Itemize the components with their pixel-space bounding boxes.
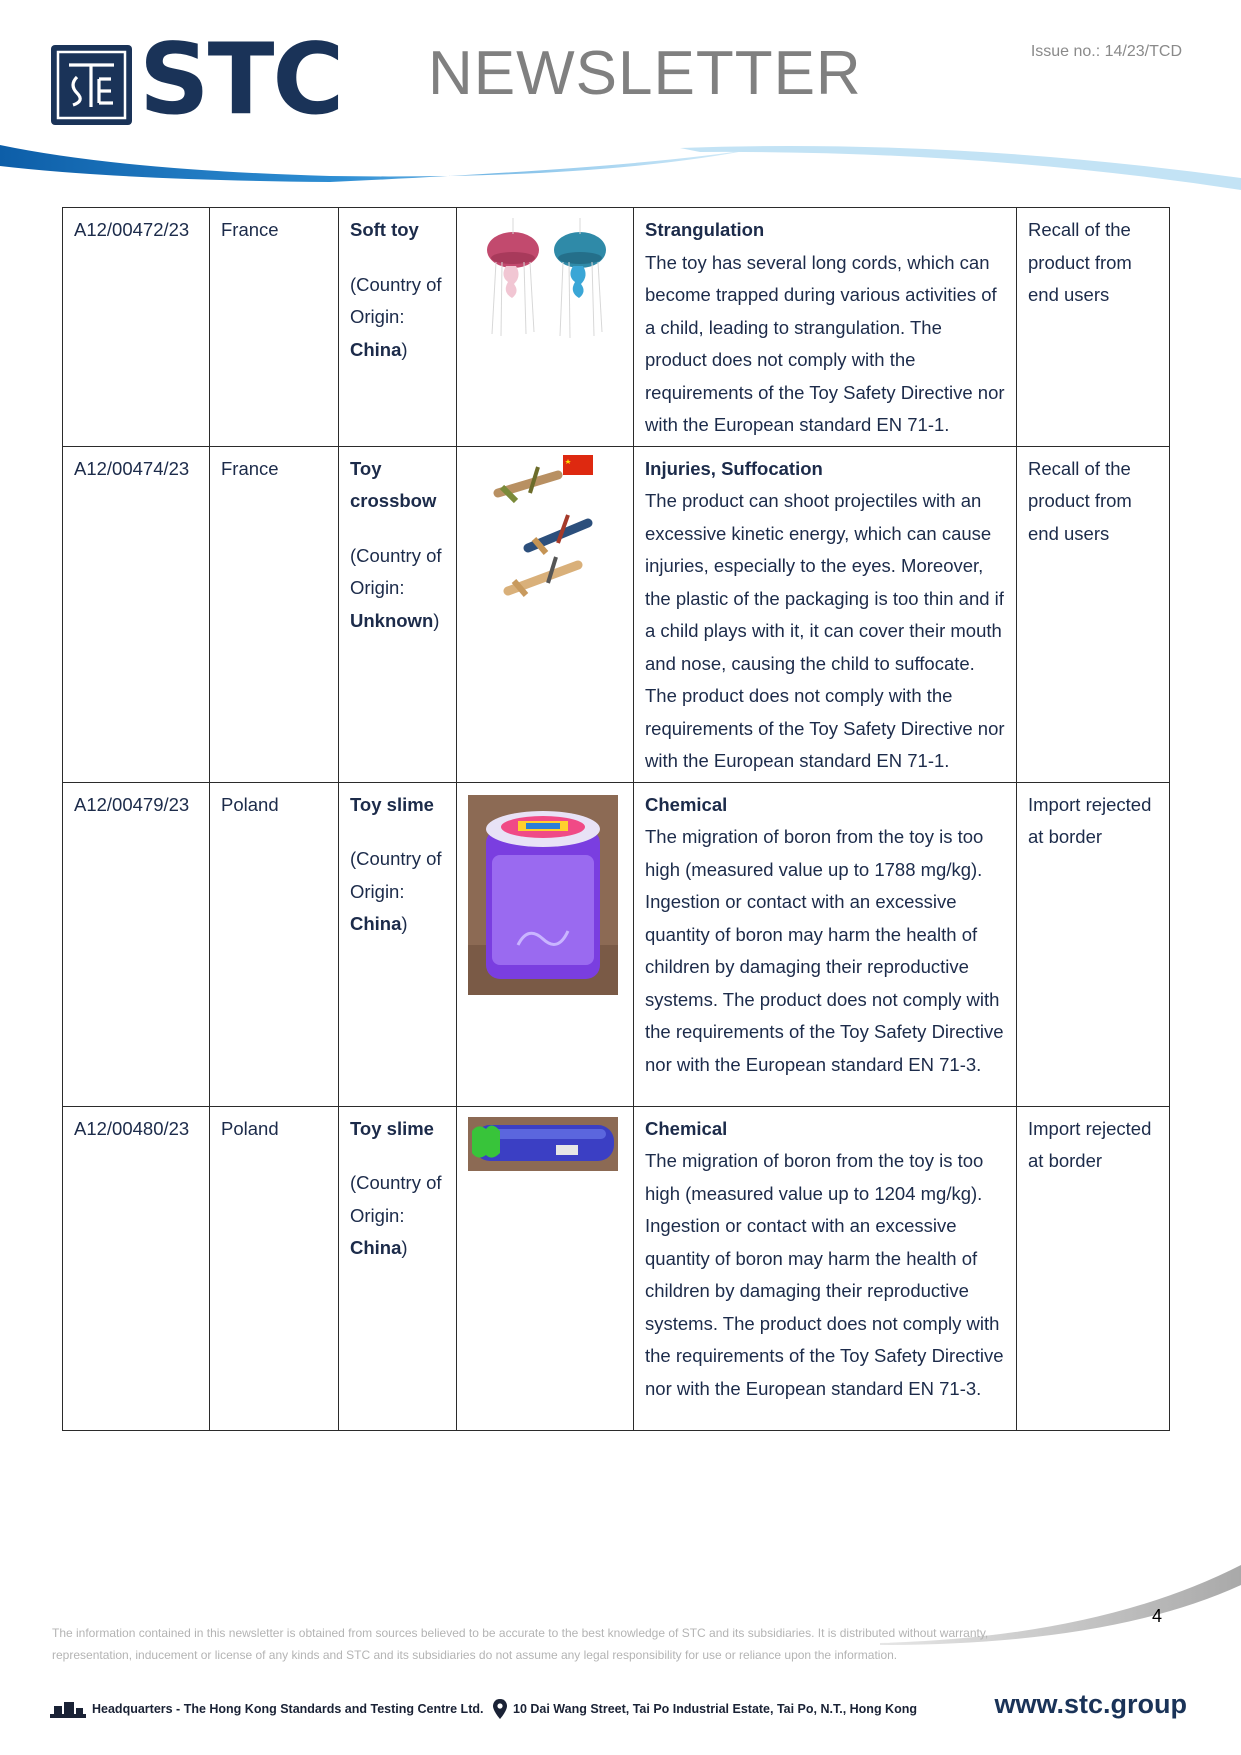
measure-cell: Import rejected at border: [1017, 782, 1170, 1106]
table-row: [63, 782, 1170, 1106]
table-row: [63, 208, 1170, 447]
origin-prefix: (Country of Origin:: [350, 273, 442, 327]
origin-suffix: ): [433, 609, 440, 631]
slime-jar-image: [468, 795, 618, 995]
location-pin-icon: [493, 1699, 507, 1719]
address-text: 10 Dai Wang Street, Tai Po Industrial Estate, Tai Po, N.T., Hong Kong: [513, 1702, 917, 1716]
product-cell: [339, 446, 457, 782]
product-image-cell: [457, 782, 634, 1106]
risk-description: The migration of boron from the toy is too high (measured value up to 1204 mg/kg). Ingestion or contact with an excessive quantity of boron may harm the health of children by damaging their reproductive systems. The product does not comply with the requirements of the Toy Safety Directive nor with the European standard EN 71-3.: [645, 1150, 1004, 1399]
origin-prefix: (Country of Origin:: [350, 848, 442, 902]
rapex-notification-table: [62, 207, 1170, 1431]
stc-logo: [51, 23, 351, 137]
headquarters-text: Headquarters - The Hong Kong Standards and Testing Centre Ltd.: [92, 1702, 484, 1716]
risk-description: The product can shoot projectiles with an excessive kinetic energy, which can cause injuries, especially to the eyes. Moreover, the plastic of the packaging is too thin and if a child plays with it, it can cover their mouth and nose, causing the child to suffocate. The product does not comply with the requirements of the Toy Safety Directive nor with the European standard EN 71-1.: [645, 490, 1005, 771]
risk-cell: [634, 208, 1017, 447]
header-swoosh: [0, 140, 1241, 200]
origin-prefix: (Country of Origin:: [350, 1172, 442, 1226]
risk-cell: [634, 446, 1017, 782]
issue-number: Issue no.: 14/23/TCD: [1030, 43, 1182, 60]
reference-cell: A12/00479/23: [63, 782, 210, 1106]
origin-suffix: ): [401, 913, 408, 934]
country-cell: Poland: [210, 782, 339, 1106]
country-cell: France: [210, 446, 339, 782]
reference-cell: A12/00480/23: [63, 1106, 210, 1430]
origin-country: China: [350, 338, 402, 360]
country-cell: Poland: [210, 1106, 339, 1430]
jellyfish-soft-toys-image: [468, 214, 618, 344]
toy-crossbow-image: [468, 453, 618, 603]
website-link[interactable]: www.stc.group: [994, 1689, 1187, 1719]
product-cell: [339, 1106, 457, 1430]
product-name: Toy slime: [350, 793, 434, 815]
measure-cell: Recall of the product from end users: [1017, 446, 1170, 782]
risk-cell: [634, 1106, 1017, 1430]
origin-country: China: [350, 1237, 402, 1258]
product-name: Toy crossbow: [350, 457, 437, 511]
headquarters-line: [50, 1697, 483, 1721]
country-cell: France: [210, 208, 339, 447]
product-image-cell: [457, 446, 634, 782]
address-line: [493, 1697, 917, 1721]
product-name: Toy slime: [350, 1117, 434, 1139]
reference-cell: A12/00472/23: [63, 208, 210, 447]
building-icon: [50, 1700, 86, 1718]
risk-title: Chemical: [645, 793, 728, 815]
origin-suffix: ): [401, 1237, 408, 1258]
risk-description: The toy has several long cords, which can become trapped during various activities of a child, leading to strangulation. The product does not comply with the requirements of the Toy Safety Directive nor with the European standard EN 71-1.: [645, 251, 1005, 435]
product-name: Soft toy: [350, 219, 419, 240]
origin-country: China: [350, 913, 402, 934]
origin-country: Unknown: [350, 609, 434, 631]
logo-wordmark: STC: [139, 23, 343, 137]
product-cell: [339, 208, 457, 447]
slime-tube-image: [468, 1117, 618, 1171]
disclaimer-text: The information contained in this newsletter is obtained from sources believed to be accurate to the best knowledge of STC and its subsidiaries. It is distributed without warranty, representation, inducement or license of any kinds and STC and its subsidiaries do not assume any legal responsibility for use or reliance upon the information.: [52, 1626, 989, 1662]
product-image-cell: [457, 1106, 634, 1430]
origin-prefix: (Country of Origin:: [350, 544, 442, 598]
risk-title: Injuries, Suffocation: [645, 457, 823, 479]
page-number: 4: [1152, 1606, 1163, 1626]
product-image-cell: [457, 208, 634, 447]
reference-cell: A12/00474/23: [63, 446, 210, 782]
newsletter-title: NEWSLETTER: [428, 39, 862, 108]
risk-title: Chemical: [645, 1117, 728, 1139]
risk-description: The migration of boron from the toy is too high (measured value up to 1788 mg/kg). Ingestion or contact with an excessive quantity of boron may harm the health of children by damaging their reproductive systems. The product does not comply with the requirements of the Toy Safety Directive nor with the European standard EN 71-3.: [645, 826, 1004, 1075]
risk-cell: [634, 782, 1017, 1106]
table-row: [63, 1106, 1170, 1430]
measure-cell: Recall of the product from end users: [1017, 208, 1170, 447]
measure-cell: Import rejected at border: [1017, 1106, 1170, 1430]
product-cell: [339, 782, 457, 1106]
origin-suffix: ): [401, 338, 408, 360]
risk-title: Strangulation: [645, 219, 765, 240]
table-row: [63, 446, 1170, 782]
stc-emblem-icon: [51, 45, 132, 125]
